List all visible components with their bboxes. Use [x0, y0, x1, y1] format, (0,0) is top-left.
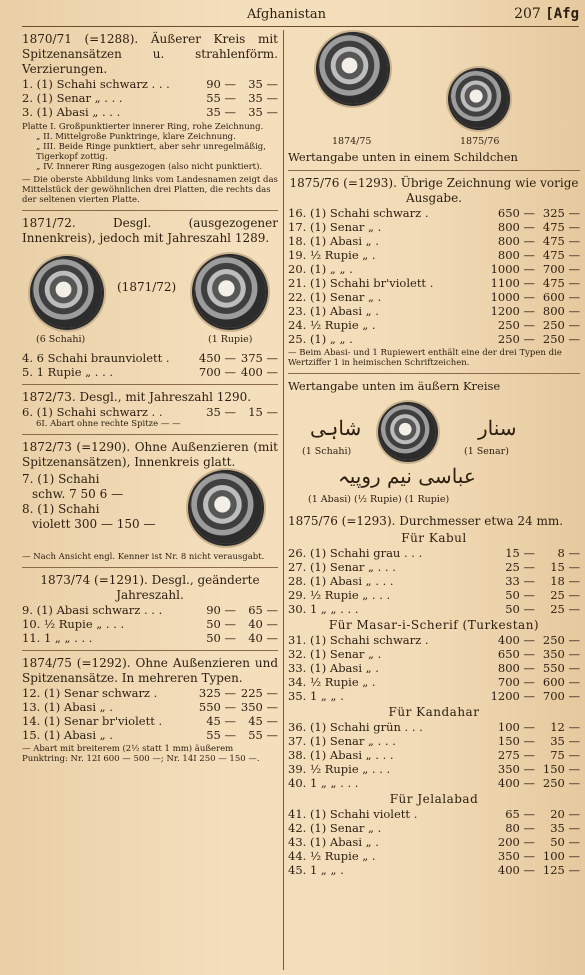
list-item: 29. ½ Rupie „ . . . 50 — 25 — — [288, 588, 580, 602]
list-item: 6. (1) Schahi schwarz . . 35 — 15 — — [22, 405, 278, 419]
coin-caption: (1 Rupie) — [208, 334, 253, 345]
list-item: 13. (1) Abasi „ . 550 — 350 — — [22, 700, 278, 714]
coin-caption: 1875/76 — [460, 136, 500, 147]
section-code: [Afg — [545, 6, 579, 22]
page-number-value: 207 — [514, 6, 541, 22]
list-item: 22. (1) Senar „ . 1000 — 600 — — [288, 290, 580, 304]
list-item: violett 300 — 150 — — [32, 517, 156, 531]
section-heading: 1874/75 (=1292). Ohne Außenzieren und Spitzenansätze. In mehreren Typen. — [22, 656, 278, 685]
list-item: 34. ½ Rupie „ . 700 — 600 — — [288, 675, 580, 689]
list-item: 8. (1) Schahi — [22, 502, 100, 516]
list-item: 19. ½ Rupie „ . 800 — 475 — — [288, 248, 580, 262]
plate-note: „ II. Mittelgroße Punktringe, klare Zeichnung. — [36, 132, 236, 142]
mint-heading: Für Jelalabad — [389, 792, 479, 806]
script-glyph: سنار — [478, 416, 517, 440]
list-item: 42. (1) Senar „ . 80 — 35 — — [288, 821, 580, 835]
list-item: 1. (1) Schahi schwarz . . . 90 — 35 — — [22, 77, 278, 91]
price-list — [288, 206, 580, 346]
coin-caption: (1 Senar) — [464, 446, 509, 457]
page-header — [22, 4, 579, 27]
left-column — [22, 32, 278, 764]
footnote: — Die oberste Abbildung links vom Landesnamen zeigt das Mittelstück der gewöhnlichen drei Platten, die rechts das der seltenen vierten Platte. — [22, 175, 278, 205]
list-item: 21. (1) Schahi br'violett . 1100 — 475 — — [288, 276, 580, 290]
page-title: Afghanistan — [247, 7, 326, 22]
list-item: 5. 1 Rupie „ . . . 700 — 400 — — [22, 365, 278, 379]
coin-image — [194, 256, 266, 328]
list-item: 14. (1) Senar br'violett . 45 — 45 — — [22, 714, 278, 728]
page-number — [514, 6, 579, 22]
coin-caption: (1 Schahi) — [302, 446, 352, 457]
list-item: 28. (1) Abasi „ . . . 33 — 18 — — [288, 574, 580, 588]
list-item: 7. (1) Schahi — [22, 472, 100, 486]
list-item: 12. (1) Senar schwarz . 325 — 225 — — [22, 686, 278, 700]
variant-note: 6I. Abart ohne rechte Spitze — — — [36, 419, 181, 429]
list-item: 39. ½ Rupie „ . . . 350 — 150 — — [288, 762, 580, 776]
footnote: — Nach Ansicht engl. Kenner ist Nr. 8 nicht verausgabt. — [22, 552, 265, 562]
section-heading: 1870/71 (=1288). Äußerer Kreis mit Spitzenansätzen u. strahlenförm. Verzierungen. — [22, 32, 278, 76]
section-heading: 1872/73 (=1290). Ohne Außenzieren (mit Spitzenansätzen), Innenkreis glatt. — [22, 440, 278, 469]
list-item: 10. ½ Rupie „ . . . 50 — 40 — — [22, 617, 278, 631]
list-item: 9. (1) Abasi schwarz . . . 90 — 65 — — [22, 603, 278, 617]
plate-note: „ III. Beide Ringe punktiert, aber sehr unregelmäßig, Tigerkopf zottig. — [36, 142, 266, 162]
list-item: 20. (1) „ „ . 1000 — 700 — — [288, 262, 580, 276]
list-item: 33. (1) Abasi „ . 800 — 550 — — [288, 661, 580, 675]
list-item: 24. ½ Rupie „ . 250 — 250 — — [288, 318, 580, 332]
subsection-label: Wertangabe unten im äußern Kreise — [288, 379, 501, 393]
coin-image — [380, 404, 436, 460]
coin-image — [32, 258, 102, 328]
list-item: 2. (1) Senar „ . . . 55 — 35 — — [22, 91, 278, 105]
list-item: 18. (1) Abasi „ . 800 — 475 — — [288, 234, 580, 248]
list-item: 3. (1) Abasi „ . . . 35 — 35 — — [22, 105, 278, 119]
coin-image — [450, 70, 508, 128]
list-item: 43. (1) Abasi „ . 200 — 50 — — [288, 835, 580, 849]
list-item: 37. (1) Senar „ . . . 150 — 35 — — [288, 734, 580, 748]
coin-caption: 1874/75 — [332, 136, 372, 147]
list-item: 25. (1) „ „ . 250 — 250 — — [288, 332, 580, 346]
coin-illustrations — [288, 32, 580, 148]
mint-heading: Für Kandahar — [388, 705, 480, 719]
list-item: 27. (1) Senar „ . . . 25 — 15 — — [288, 560, 580, 574]
mint-heading: Für Masar-i-Scherif (Turkestan) — [328, 618, 540, 632]
coin-illustrations — [288, 394, 580, 514]
list-item: 40. 1 „ „ . . . 400 — 250 — — [288, 776, 580, 790]
price-list — [22, 77, 278, 119]
list-item: 15. (1) Abasi „ . 55 — 55 — — [22, 728, 278, 742]
list-item: 30. 1 „ „ . . . 50 — 25 — — [288, 602, 580, 616]
list-item: 17. (1) Senar „ . 800 — 475 — — [288, 220, 580, 234]
list-item: 4. 6 Schahi braunviolett . 450 — 375 — — [22, 351, 278, 365]
list-item: 41. (1) Schahi violett . 65 — 20 — — [288, 807, 580, 821]
list-item: 36. (1) Schahi grün . . . 100 — 12 — — [288, 720, 580, 734]
coin-illustrations — [22, 246, 278, 351]
list-item: 11. 1 „ „ . . . 50 — 40 — — [22, 631, 278, 645]
list-item: 44. ½ Rupie „ . 350 — 100 — — [288, 849, 580, 863]
subsection-label: Wertangabe unten in einem Schildchen — [288, 150, 518, 164]
list-item: 35. 1 „ „ . 1200 — 700 — — [288, 689, 580, 703]
script-glyph: شاہی — [310, 416, 362, 440]
coin-image — [190, 472, 262, 544]
list-item: 31. (1) Schahi schwarz . 400 — 250 — — [288, 633, 580, 647]
coin-caption: (6 Schahi) — [36, 334, 86, 345]
footnote: — Beim Abasi- und 1 Rupiewert enthält eine der drei Typen die Wertziffer 1 in heimischen Schriftzeichen. — [288, 348, 562, 368]
list-item: schw. 7 50 6 — — [32, 487, 124, 501]
list-item: 16. (1) Schahi schwarz . 650 — 325 — — [288, 206, 580, 220]
coin-block — [22, 470, 278, 548]
script-glyph: عباسی نیم روپیہ — [338, 464, 476, 488]
coin-caption: (1871/72) — [117, 280, 177, 294]
list-item: 45. 1 „ „ . 400 — 125 — — [288, 863, 580, 877]
section-heading: 1872/73. Desgl., mit Jahreszahl 1290. — [22, 390, 252, 404]
section-heading: 1875/76 (=1293). Übrige Zeichnung wie vorige Ausgabe. — [289, 176, 579, 205]
footnote: — Abart mit breiterem (2½ statt 1 mm) äußerem Punktring: Nr. 12I 600 — 500 —; Nr. 14I 250 — 150 —. — [22, 744, 260, 764]
section-heading: 1873/74 (=1291). Desgl., geänderte Jahreszahl. — [40, 573, 260, 602]
column-divider — [283, 30, 284, 970]
mint-heading: Für Kabul — [401, 531, 467, 545]
plate-note: Platte I. Großpunktierter innerer Ring, rohe Zeichnung. — [22, 122, 264, 132]
section-heading: 1875/76 (=1293). Durchmesser etwa 24 mm. — [288, 514, 564, 528]
coin-image — [318, 34, 388, 104]
list-item: 26. (1) Schahi grau . . . 15 — 8 — — [288, 546, 580, 560]
coin-caption: (1 Abasi) (½ Rupie) (1 Rupie) — [308, 494, 450, 505]
list-item: 38. (1) Abasi „ . . . 275 — 75 — — [288, 748, 580, 762]
list-item: 32. (1) Senar „ . 650 — 350 — — [288, 647, 580, 661]
section-heading: 1871/72. Desgl. (ausgezogener Innenkreis), jedoch mit Jahreszahl 1289. — [22, 216, 278, 245]
right-column — [288, 32, 580, 877]
plate-note: „ IV. Innerer Ring ausgezogen (also nicht punktiert). — [36, 162, 263, 172]
list-item: 23. (1) Abasi „ . 1200 — 800 — — [288, 304, 580, 318]
